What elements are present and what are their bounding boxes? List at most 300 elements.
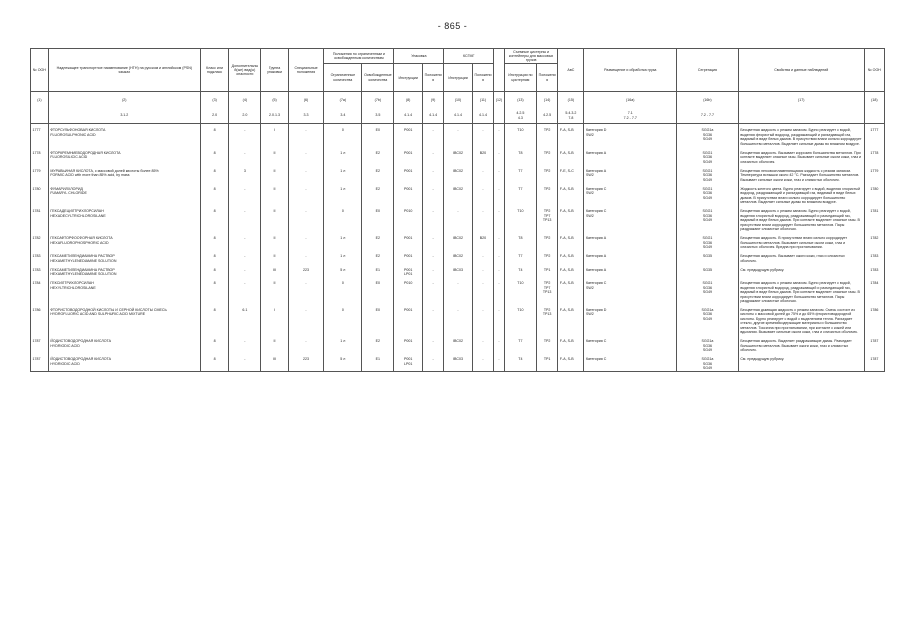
- segregation-cell: SGG1 SG36 SG49: [677, 232, 739, 250]
- tank-instr-cell: T8: [504, 147, 536, 165]
- hazard-cell: -: [229, 250, 261, 263]
- col-head-ibc-instr: Инструкции: [444, 64, 473, 92]
- col-head-segregation: Сегрегация: [677, 49, 739, 92]
- limited-qty-cell: 0: [324, 277, 362, 304]
- name-cell: [48, 277, 200, 304]
- name-en: FLUOROSILICIC ACID: [50, 155, 88, 160]
- tank-instr-cell: T7: [504, 183, 536, 205]
- col-head-pack-special: Положения: [422, 64, 443, 92]
- ibc-instr-cell: IBC03: [444, 264, 473, 277]
- stowage-cell: Категория A: [584, 250, 677, 263]
- packing-instr-cell: P001: [394, 304, 423, 335]
- name-cell: [48, 250, 200, 263]
- segregation-cell: SG35: [677, 250, 739, 263]
- column-reference-cell: [738, 108, 864, 124]
- hazard-cell: -: [229, 147, 261, 165]
- un-number-right-cell: 1786: [864, 304, 884, 335]
- excepted-qty-cell: E1: [362, 264, 394, 277]
- hazard-cell: -: [229, 277, 261, 304]
- name-ru: ФТОРКРЕМНИЕВОДОРОДНАЯ КИСЛОТА: [50, 150, 121, 155]
- segregation-cell: SGG1a SG36 SG49: [677, 335, 739, 353]
- column-number-cell: (10): [444, 92, 473, 108]
- packing-prov-cell: -: [422, 304, 443, 335]
- stowage-cell: Категория A SW2: [584, 165, 677, 183]
- name-cell: [48, 264, 200, 277]
- col-head-ibc-special: Положения: [472, 64, 493, 92]
- ibc-prov-cell: -: [472, 124, 493, 147]
- stowage-cell: Категория A: [584, 232, 677, 250]
- column-number-cell: (7a): [324, 92, 362, 108]
- ems-cell: F-A, S-B: [558, 264, 584, 277]
- ibc-prov-cell: -: [472, 183, 493, 205]
- column-reference-cell: [864, 108, 884, 124]
- table-row: [31, 250, 885, 263]
- tank-instr-cell: T7: [504, 335, 536, 353]
- tank-instr-cell: T10: [504, 304, 536, 335]
- ems-cell: F-A, S-B: [558, 205, 584, 232]
- tank-instr-cell: T10: [504, 277, 536, 304]
- limited-qty-cell: 1 л: [324, 147, 362, 165]
- tank-prov-cell: TP2 TP7 TP13: [536, 205, 557, 232]
- properties-cell: Бесцветная легковоспламеняющаяся жидкость с резким запахом. Температура вспышки около 42 °С. Разъедает большинство металлов. Вызывает сильные ожоги кожи, глаз и слизистых оболочек.: [738, 165, 864, 183]
- segregation-cell: SGG1 SG36 SG49: [677, 147, 739, 165]
- tank-prov-cell: TP2: [536, 335, 557, 353]
- packing-prov-cell: -: [422, 335, 443, 353]
- column-reference-cell: [31, 108, 49, 124]
- col12-cell: -: [494, 232, 505, 250]
- tank-prov-cell: TP2: [536, 165, 557, 183]
- segregation-cell: SGG1 SG36 SG49: [677, 183, 739, 205]
- column-reference-cell: 2.0: [229, 108, 261, 124]
- class-cell: 8: [200, 124, 229, 147]
- un-number-right-cell: 1784: [864, 277, 884, 304]
- col-head-name: Надлежащее транспортное наименование (НТН) на русском и английском (PSN) языках: [48, 49, 200, 92]
- un-number-cell: 1783: [31, 250, 49, 263]
- excepted-qty-cell: E0: [362, 205, 394, 232]
- name-ru: ГЕКСИЛТРИХЛОРСИЛАН: [50, 281, 94, 286]
- packing-instr-cell: P010: [394, 277, 423, 304]
- packing-instr-cell: P001: [394, 183, 423, 205]
- limited-qty-cell: 5 л: [324, 353, 362, 371]
- name-ru: ГЕКСАМЕТИЛЕНДИАМИНА РАСТВОР: [50, 254, 115, 259]
- excepted-qty-cell: E2: [362, 183, 394, 205]
- properties-cell: Жидкость желтого цвета. Бурно реагирует с водой, выделяя хлористый водород, раздражающий и разъедающий газ, видимый в виде белых дымов. В присутствии влаги сильно корродирует большинство металлов. Выделяет сильные дымы во влажном воздухе.: [738, 183, 864, 205]
- packing-group-cell: II: [261, 165, 288, 183]
- col12-cell: -: [494, 165, 505, 183]
- hazard-cell: -: [229, 205, 261, 232]
- un-number-cell: 1781: [31, 205, 49, 232]
- excepted-qty-cell: E2: [362, 250, 394, 263]
- properties-cell: Бесцветная жидкость. В присутствии влаги сильно корродирует большинство металлов. Вызывает сильные ожоги кожи, глаз и слизистых оболочек. Вредна при проглатывании.: [738, 232, 864, 250]
- hazard-cell: 3: [229, 165, 261, 183]
- un-number-cell: 1787: [31, 353, 49, 371]
- un-number-cell: 1782: [31, 232, 49, 250]
- un-number-cell: 1786: [31, 304, 49, 335]
- tank-instr-cell: T8: [504, 232, 536, 250]
- un-number-right-cell: 1779: [864, 165, 884, 183]
- name-ru: ЙОДИСТОВОДОРОДНАЯ КИСЛОТА: [50, 357, 111, 362]
- column-reference-cell: 3.4: [324, 108, 362, 124]
- col-head-tank-instr: Инструкции по цистернам: [504, 64, 536, 92]
- special-provisions-cell: -: [288, 183, 324, 205]
- packing-group-cell: I: [261, 124, 288, 147]
- packing-group-cell: II: [261, 183, 288, 205]
- stowage-cell: Категория D SW2: [584, 124, 677, 147]
- packing-group-cell: II: [261, 205, 288, 232]
- col-head-excepted-qty: Освобожденные количества: [362, 64, 394, 92]
- un-number-right-cell: 1777: [864, 124, 884, 147]
- name-en: HYDRIODIC ACID: [50, 343, 80, 348]
- properties-cell: Бесцветная жидкость с резким запахом. Бурно реагирует с водой, выделяя хлористый водород, раздражающий и разъедающий газ, видимый в виде белых дымов. При контакте выделяет опасные газы. В присутствии влаги корродирует большинство металлов. Пары раздражают слизистые оболочки.: [738, 277, 864, 304]
- limited-qty-cell: 1 л: [324, 232, 362, 250]
- un-number-right-cell: 1783: [864, 250, 884, 263]
- un-number-cell: 1777: [31, 124, 49, 147]
- ems-cell: F-A, S-B: [558, 277, 584, 304]
- class-cell: 8: [200, 147, 229, 165]
- ibc-prov-cell: -: [472, 335, 493, 353]
- stowage-cell: Категория C: [584, 335, 677, 353]
- special-provisions-cell: -: [288, 277, 324, 304]
- col-head-properties: Свойства и данные наблюдений: [738, 49, 864, 92]
- name-en: FORMIC ACID with more than 85% acid, by mass: [50, 173, 130, 178]
- ems-cell: F-A, S-B: [558, 353, 584, 371]
- name-ru: ЙОДИСТОВОДОРОДНАЯ КИСЛОТА: [50, 339, 111, 344]
- segregation-cell: SGG1a SG36 SG49: [677, 124, 739, 147]
- column-number-cell: (7b): [362, 92, 394, 108]
- class-cell: 8: [200, 264, 229, 277]
- packing-instr-cell: P001 LP01: [394, 353, 423, 371]
- un-number-right-cell: 1787: [864, 335, 884, 353]
- column-number-cell: (1): [31, 92, 49, 108]
- ems-cell: F-A, S-B: [558, 124, 584, 147]
- class-cell: 8: [200, 335, 229, 353]
- name-cell: [48, 304, 200, 335]
- column-reference-cell: 3.1.2: [48, 108, 200, 124]
- ibc-instr-cell: IBC02: [444, 183, 473, 205]
- tank-prov-cell: TP2 TP13: [536, 304, 557, 335]
- class-cell: 8: [200, 205, 229, 232]
- packing-prov-cell: -: [422, 183, 443, 205]
- ibc-prov-cell: -: [472, 277, 493, 304]
- properties-cell: Бесцветная жидкость. Вызывает ожоги кожи, глаз и слизистых оболочек.: [738, 250, 864, 263]
- packing-instr-cell: P001: [394, 250, 423, 263]
- properties-cell: См. предыдущую рубрику.: [738, 264, 864, 277]
- excepted-qty-cell: E0: [362, 124, 394, 147]
- un-number-cell: 1780: [31, 183, 49, 205]
- packing-instr-cell: P001: [394, 124, 423, 147]
- ibc-prov-cell: -: [472, 165, 493, 183]
- name-ru: ГЕКСАФТОРФОСФОРНАЯ КИСЛОТА: [50, 236, 113, 241]
- class-cell: 8: [200, 165, 229, 183]
- column-number-cell: (13): [504, 92, 536, 108]
- name-cell: [48, 165, 200, 183]
- special-provisions-cell: -: [288, 147, 324, 165]
- stowage-cell: Категория C: [584, 353, 677, 371]
- special-provisions-cell: -: [288, 250, 324, 263]
- col12-cell: -: [494, 147, 505, 165]
- un-number-cell: 1778: [31, 147, 49, 165]
- hazard-cell: -: [229, 124, 261, 147]
- col-head-pack-instr: Инструкции: [394, 64, 423, 92]
- class-cell: 8: [200, 304, 229, 335]
- ems-cell: F-A, S-B: [558, 232, 584, 250]
- column-reference-cell: 4.1.4: [472, 108, 493, 124]
- ibc-instr-cell: -: [444, 124, 473, 147]
- hazard-cell: -: [229, 353, 261, 371]
- col12-cell: -: [494, 264, 505, 277]
- ibc-prov-cell: B20: [472, 147, 493, 165]
- column-reference-cell: 3.5: [362, 108, 394, 124]
- column-number-cell: (12): [494, 92, 505, 108]
- stowage-cell: Категория C SW2: [584, 205, 677, 232]
- properties-cell: Бесцветная дымящая жидкость с резким запахом. Смесь состоит из кислоты с массовой долей до 75% и до 65% фтористоводородной кислоты. Бурно реагирует с водой с выделением тепла. Разъедает стекло, другие кремнийсодержащие материалы и большинство металлов. Токсична при проглатывании, при контакте с кожей или вдыхании. Вызывает сильные ожоги кожи, глаз и слизистых оболочек.: [738, 304, 864, 335]
- page-number: - 865 -: [437, 21, 468, 31]
- packing-instr-cell: P001: [394, 335, 423, 353]
- name-en: HEXAMETHYLENEDIAMINE SOLUTION: [50, 258, 117, 263]
- limited-qty-cell: 1 л: [324, 165, 362, 183]
- special-provisions-cell: 223: [288, 264, 324, 277]
- ibc-prov-cell: -: [472, 304, 493, 335]
- name-en: HYDRIODIC ACID: [50, 361, 80, 366]
- excepted-qty-cell: E2: [362, 335, 394, 353]
- col12-cell: -: [494, 353, 505, 371]
- tank-instr-cell: T10: [504, 205, 536, 232]
- col-head-un-right: № ООН: [864, 49, 884, 92]
- special-provisions-cell: -: [288, 335, 324, 353]
- name-en: HEXAMETHYLENEDIAMINE SOLUTION: [50, 272, 117, 277]
- name-ru: ГЕКСАДЕЦИЛТРИХЛОРСИЛАН: [50, 209, 104, 214]
- tank-prov-cell: TP2: [536, 183, 557, 205]
- name-cell: [48, 205, 200, 232]
- name-en: FLUOROSULPHONIC ACID: [50, 132, 96, 137]
- properties-cell: Бесцветная жидкость. Выделяет раздражающие дымы. Разъедает большинство металлов. Вызывает ожоги кожи, глаз и слизистых оболочек.: [738, 335, 864, 353]
- column-number-cell: (16a): [584, 92, 677, 108]
- col-head-stowage: Размещение и обработка груза: [584, 49, 677, 92]
- col12-cell: -: [494, 205, 505, 232]
- class-cell: 8: [200, 353, 229, 371]
- tank-instr-cell: T10: [504, 124, 536, 147]
- packing-instr-cell: P001: [394, 165, 423, 183]
- name-en: FUMARYL CHLORIDE: [50, 191, 87, 196]
- table-row: [31, 205, 885, 232]
- packing-group-cell: II: [261, 335, 288, 353]
- packing-instr-cell: P010: [394, 205, 423, 232]
- ibc-instr-cell: -: [444, 205, 473, 232]
- packing-group-cell: I: [261, 304, 288, 335]
- excepted-qty-cell: E0: [362, 304, 394, 335]
- table-row: [31, 353, 885, 371]
- stowage-cell: Категория A: [584, 147, 677, 165]
- class-cell: 8: [200, 277, 229, 304]
- special-provisions-cell: 223: [288, 353, 324, 371]
- col-head-hazard: Дополнительный(ые) вид(ы) опасности: [229, 49, 261, 92]
- special-provisions-cell: -: [288, 232, 324, 250]
- table-row: [31, 183, 885, 205]
- column-reference-cell: 4.2.5 4.3: [504, 108, 536, 124]
- un-number-cell: 1787: [31, 335, 49, 353]
- name-ru: ГЕКСАМЕТИЛЕНДИАМИНА РАСТВОР: [50, 267, 115, 272]
- table-row: [31, 335, 885, 353]
- packing-prov-cell: -: [422, 232, 443, 250]
- name-cell: [48, 147, 200, 165]
- un-number-right-cell: 1781: [864, 205, 884, 232]
- properties-cell: См. предыдущую рубрику.: [738, 353, 864, 371]
- un-number-right-cell: 1780: [864, 183, 884, 205]
- col-head-limited-qty: Ограниченные количества: [324, 64, 362, 92]
- column-reference-cell: 7.2 - 7.7: [677, 108, 739, 124]
- column-number-cell: (11): [472, 92, 493, 108]
- segregation-cell: SGG1 SG36 SG49: [677, 277, 739, 304]
- column-number-cell: (8): [394, 92, 423, 108]
- class-cell: 8: [200, 232, 229, 250]
- column-reference-cell: 4.1.4: [444, 108, 473, 124]
- ibc-prov-cell: B20: [472, 232, 493, 250]
- col-head-packaging: Упаковка: [394, 49, 444, 64]
- name-ru: ФТОРСУЛЬФОНОВАЯ КИСЛОТА: [50, 128, 106, 133]
- packing-instr-cell: P001 LP01: [394, 264, 423, 277]
- table-row: [31, 147, 885, 165]
- hazard-cell: -: [229, 232, 261, 250]
- name-cell: [48, 124, 200, 147]
- packing-group-cell: III: [261, 264, 288, 277]
- column-number-cell: (14): [536, 92, 557, 108]
- hazard-cell: 6.1: [229, 304, 261, 335]
- tank-prov-cell: TP2 TP7 TP13: [536, 277, 557, 304]
- stowage-cell: Категория C SW2: [584, 277, 677, 304]
- col12-cell: -: [494, 183, 505, 205]
- column-reference-cell: 3.3: [288, 108, 324, 124]
- special-provisions-cell: -: [288, 205, 324, 232]
- packing-prov-cell: -: [422, 264, 443, 277]
- ibc-instr-cell: IBC02: [444, 250, 473, 263]
- tank-prov-cell: TP2: [536, 250, 557, 263]
- packing-group-cell: II: [261, 232, 288, 250]
- class-cell: 8: [200, 183, 229, 205]
- stowage-cell: Категория D SW2: [584, 304, 677, 335]
- ibc-instr-cell: IBC03: [444, 353, 473, 371]
- packing-prov-cell: -: [422, 277, 443, 304]
- tank-prov-cell: TP2: [536, 124, 557, 147]
- col-head-ibc: КСГМГ: [444, 49, 494, 64]
- table-row: [31, 124, 885, 147]
- name-cell: [48, 335, 200, 353]
- packing-instr-cell: P001: [394, 232, 423, 250]
- limited-qty-cell: 0: [324, 124, 362, 147]
- name-en: HEXADECYLTRICHLOROSILANE: [50, 213, 106, 218]
- packing-group-cell: II: [261, 147, 288, 165]
- ems-cell: F-E, S-C: [558, 165, 584, 183]
- dangerous-goods-table: [30, 48, 885, 372]
- table-row: [31, 232, 885, 250]
- un-number-cell: 1784: [31, 277, 49, 304]
- column-reference-cell: 2.0.1.3: [261, 108, 288, 124]
- table-row: [31, 304, 885, 335]
- column-number-cell: (9): [422, 92, 443, 108]
- stowage-cell: Категория C SW2: [584, 183, 677, 205]
- ibc-instr-cell: IBC02: [444, 335, 473, 353]
- column-number-cell: (18): [864, 92, 884, 108]
- col12-cell: -: [494, 277, 505, 304]
- packing-group-cell: III: [261, 353, 288, 371]
- column-number-cell: (16b): [677, 92, 739, 108]
- col12-cell: -: [494, 304, 505, 335]
- ems-cell: F-A, S-B: [558, 304, 584, 335]
- column-number-cell: (15): [558, 92, 584, 108]
- column-number-cell: (17): [738, 92, 864, 108]
- table-body: [31, 124, 885, 372]
- col-head-tanks: Съемные цистерны и контейнеры для массовых грузов: [504, 49, 557, 64]
- segregation-cell: SGG1 SG36 SG49: [677, 165, 739, 183]
- col-head-sp: Специальные положения: [288, 49, 324, 92]
- packing-group-cell: II: [261, 277, 288, 304]
- ems-cell: F-A, S-B: [558, 335, 584, 353]
- tank-prov-cell: TP1: [536, 264, 557, 277]
- name-cell: [48, 232, 200, 250]
- tank-prov-cell: TP1: [536, 353, 557, 371]
- excepted-qty-cell: E2: [362, 165, 394, 183]
- column-reference-cell: 2.0: [200, 108, 229, 124]
- packing-instr-cell: P001: [394, 147, 423, 165]
- ems-cell: F-A, S-B: [558, 147, 584, 165]
- un-number-cell: 1779: [31, 165, 49, 183]
- name-cell: [48, 353, 200, 371]
- col-head-ems: АвС: [558, 49, 584, 92]
- stowage-cell: Категория A: [584, 264, 677, 277]
- col12-cell: -: [494, 335, 505, 353]
- name-ru: МУРАВЬИНАЯ КИСЛОТА, с массовой долей кислоты более 85%: [50, 168, 159, 173]
- ibc-prov-cell: -: [472, 250, 493, 263]
- special-provisions-cell: -: [288, 124, 324, 147]
- column-number-cell: (5): [261, 92, 288, 108]
- col12-cell: -: [494, 124, 505, 147]
- tank-instr-cell: T4: [504, 353, 536, 371]
- tank-instr-cell: T4: [504, 264, 536, 277]
- ems-cell: F-A, S-B: [558, 183, 584, 205]
- column-number-cell: (3): [200, 92, 229, 108]
- ibc-instr-cell: -: [444, 304, 473, 335]
- hazard-cell: -: [229, 183, 261, 205]
- segregation-cell: SGG1a SG36 SG49: [677, 353, 739, 371]
- tank-instr-cell: T7: [504, 165, 536, 183]
- class-cell: 8: [200, 250, 229, 263]
- limited-qty-cell: 5 л: [324, 264, 362, 277]
- segregation-cell: SG35: [677, 264, 739, 277]
- packing-prov-cell: -: [422, 124, 443, 147]
- excepted-qty-cell: E1: [362, 353, 394, 371]
- excepted-qty-cell: E2: [362, 232, 394, 250]
- excepted-qty-cell: E2: [362, 147, 394, 165]
- column-number-cell: (6): [288, 92, 324, 108]
- column-number-row: [31, 92, 885, 108]
- segregation-cell: SGG1a SG36 SG49: [677, 304, 739, 335]
- column-reference-cell: 4.1.4: [394, 108, 423, 124]
- un-number-cell: 1783: [31, 264, 49, 277]
- limited-qty-cell: 0: [324, 205, 362, 232]
- un-number-right-cell: 1782: [864, 232, 884, 250]
- name-ru: ФТОРИСТОВОДОРОДНОЙ КИСЛОТЫ И СЕРНОЙ КИСЛОТЫ СМЕСЬ: [50, 307, 167, 312]
- name-en: HEXYLTRICHLOROSILANE: [50, 285, 96, 290]
- column-reference-cell: 7.1 7.2 - 7.7: [584, 108, 677, 124]
- packing-prov-cell: -: [422, 165, 443, 183]
- ems-cell: F-A, S-B: [558, 250, 584, 263]
- un-number-right-cell: 1783: [864, 264, 884, 277]
- col-head-limited: Положения по ограниченным и освобожденным количествам: [324, 49, 394, 64]
- limited-qty-cell: 0: [324, 304, 362, 335]
- col12-cell: -: [494, 250, 505, 263]
- special-provisions-cell: -: [288, 304, 324, 335]
- packing-group-cell: II: [261, 250, 288, 263]
- hazard-cell: -: [229, 264, 261, 277]
